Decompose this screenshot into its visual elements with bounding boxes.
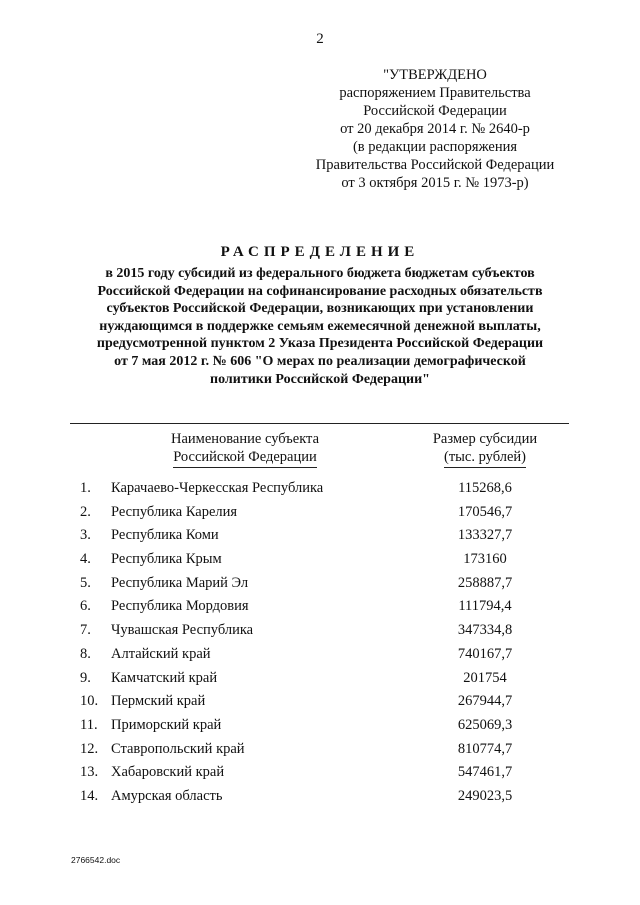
row-subject: Пермский край [111,693,206,710]
subtitle-line: предусмотренной пунктом 2 Указа Президента Российской Федерации [96,336,544,352]
row-subject: Чувашская Республика [111,622,254,639]
row-number: 7. [80,622,91,639]
table-row [0,670,640,694]
table-row [0,764,640,788]
row-amount: 347334,8 [457,622,513,639]
row-subject: Карачаево-Черкесская Республика [111,480,324,496]
table-row [0,788,640,812]
row-number: 12. [80,740,99,757]
column-header-line: Наименование субъекта [170,431,320,447]
document-subtitle [70,265,570,388]
approval-line: "УТВЕРЖДЕНО [383,67,487,83]
row-number: 5. [80,574,91,591]
row-amount: 173160 [463,551,507,568]
table-body [0,480,640,812]
table-top-rule [70,423,569,424]
row-amount: 547461,7 [457,764,513,781]
table-row [0,646,640,670]
approval-line: от 20 декабря 2014 г. № 2640-р [340,121,530,137]
row-number: 10. [80,693,99,710]
row-amount: 625069,3 [457,716,513,733]
subtitle-line: нуждающимся в поддержке семьям ежемесячной денежной выплаты, [99,318,541,334]
row-number: 14. [80,787,99,804]
row-subject: Республика Марий Эл [111,574,249,591]
row-amount: 115268,6 [458,480,512,496]
file-reference: 2766542.doc [71,855,121,865]
row-number: 2. [80,503,91,520]
row-number: 4. [80,551,91,568]
table-row [0,693,640,717]
subtitle-line: в 2015 году субсидий из федерального бюджета бюджетам субъектов [105,266,535,281]
row-amount: 267944,7 [457,693,513,710]
approval-line: (в редакции распоряжения [352,139,518,155]
row-subject: Республика Крым [111,551,222,568]
column-header-line: Российской Федерации [173,448,317,468]
row-number: 8. [80,645,91,662]
row-subject: Республика Коми [111,527,219,544]
row-subject: Амурская область [111,787,223,804]
approval-line: распоряжением Правительства [339,85,531,101]
table-row [0,575,640,599]
row-amount: 258887,7 [457,574,513,591]
row-subject: Алтайский край [111,645,211,662]
approval-line: от 3 октября 2015 г. № 1973-р) [341,175,529,191]
row-subject: Республика Мордовия [111,598,249,615]
table-row [0,504,640,528]
row-number: 3. [80,527,91,544]
table-row [0,741,640,765]
table-row [0,480,640,504]
column-header-line: (тыс. рублей) [444,448,526,468]
approval-line: Российской Федерации [363,103,507,119]
row-amount: 133327,7 [457,527,513,544]
approval-block [300,66,570,192]
subtitle-line: субъектов Российской Федерации, возникающих при установлении [106,301,534,317]
row-number: 13. [80,764,99,781]
row-number: 11. [80,716,98,733]
column-header-name [120,430,370,468]
row-number: 9. [80,669,91,686]
row-amount: 201754 [463,669,507,686]
table-row [0,717,640,741]
table-row [0,622,640,646]
row-subject: Камчатский край [111,669,218,686]
row-subject: Приморский край [111,716,222,733]
table-row [0,527,640,551]
row-amount: 810774,7 [457,740,513,757]
row-amount: 111794,4 [458,598,512,615]
row-amount: 249023,5 [457,787,513,804]
row-subject: Республика Карелия [111,503,238,520]
row-subject: Хабаровский край [111,764,225,781]
column-header-amount [425,430,545,468]
row-number: 1. [80,480,91,496]
table-row [0,551,640,575]
subtitle-line: политики Российской Федерации" [210,371,430,387]
subtitle-line: Российской Федерации на софинансирование расходных обязательств [97,283,543,299]
row-number: 6. [80,598,91,615]
page-number: 2 [316,31,324,47]
row-amount: 170546,7 [457,503,513,520]
column-header-line: Размер субсидии [432,431,538,447]
approval-line: Правительства Российской Федерации [315,157,555,173]
table-row [0,598,640,622]
subtitle-line: от 7 мая 2012 г. № 606 "О мерах по реализации демографической [114,353,526,369]
document-title: РАСПРЕДЕЛЕНИЕ [220,244,420,260]
row-amount: 740167,7 [457,645,513,662]
row-subject: Ставропольский край [111,740,245,757]
